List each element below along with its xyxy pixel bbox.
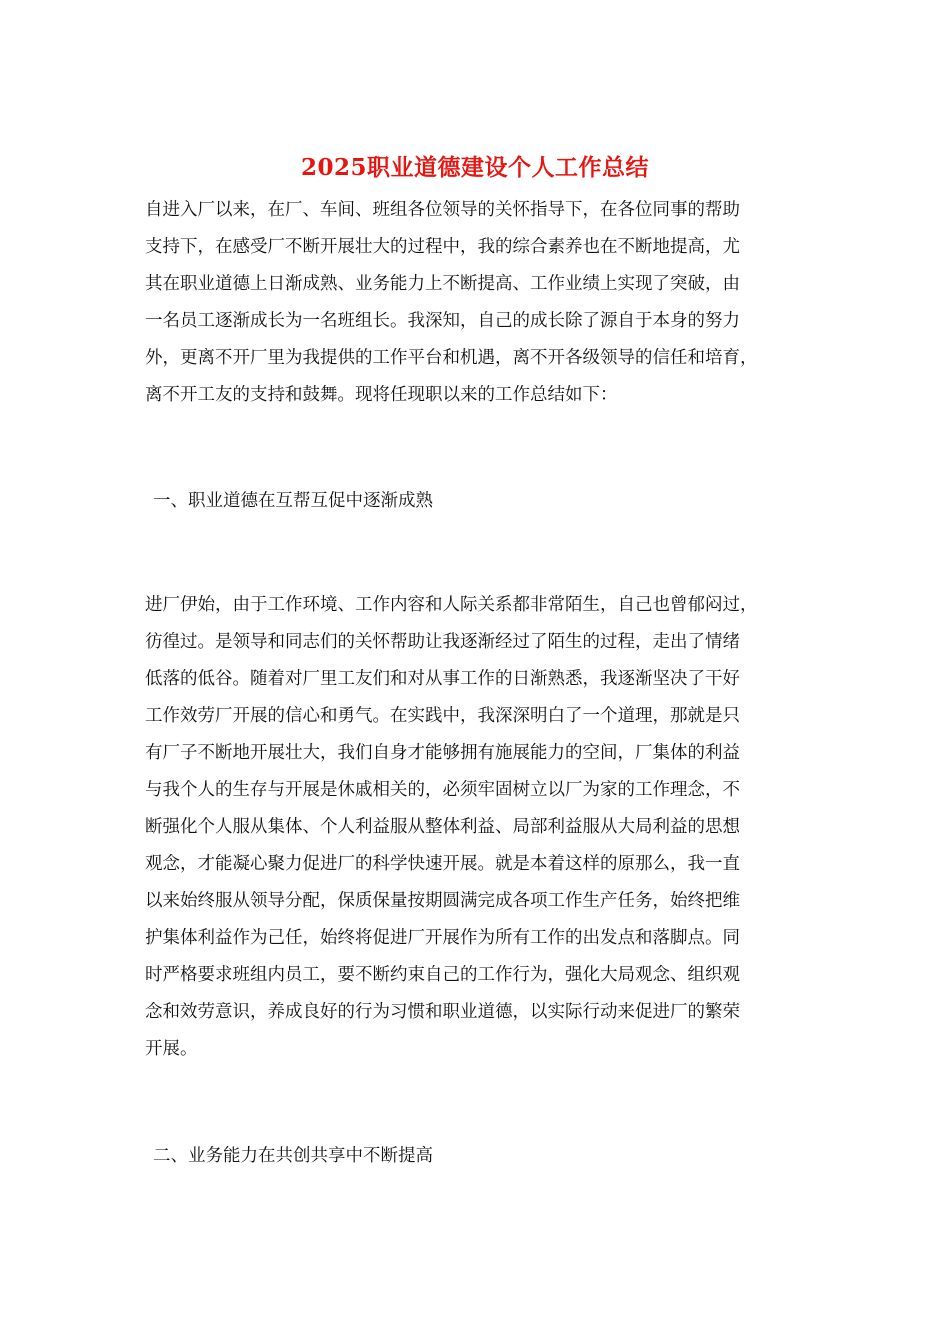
text-line: 低落的低谷。随着对厂里工友们和对从事工作的日渐熟悉，我逐渐坚决了干好 [145,669,740,689]
text-line: 观念，才能凝心聚力促进厂的科学快速开展。就是本着这样的原那么，我一直 [145,854,740,874]
text-line: 彷徨过。是领导和同志们的关怀帮助让我逐渐经过了陌生的过程，走出了情绪 [145,632,740,652]
text-line: 念和效劳意识，养成良好的行为习惯和职业道德，以实际行动来促进厂的繁荣 [145,1002,740,1022]
text-line: 时严格要求班组内员工，要不断约束自己的工作行为，强化大局观念、组织观 [145,965,740,985]
text-line: 护集体利益作为己任，始终将促进厂开展作为所有工作的出发点和落脚点。同 [145,928,740,948]
text-line: 以来始终服从领导分配，保质保量按期圆满完成各项工作生产任务，始终把维 [145,891,740,911]
text-line: 开展。 [145,1039,198,1059]
text-line: 一名员工逐渐成长为一名班组长。我深知，自己的成长除了源自于本身的努力 [145,311,740,331]
text-line: 有厂子不断地开展壮大，我们自身才能够拥有施展能力的空间，厂集体的利益 [145,743,740,763]
text-line: 断强化个人服从集体、个人利益服从整体利益、局部利益服从大局利益的思想 [145,817,740,837]
section-heading-2: 二、业务能力在共创共享中不断提高 [153,1146,433,1166]
intro-paragraph [145,192,820,414]
text-line: 外，更离不开厂里为我提供的工作平台和机遇，离不开各级领导的信任和培育， [145,348,758,368]
text-line: 进厂伊始，由于工作环境、工作内容和人际关系都非常陌生，自己也曾郁闷过， [145,595,758,615]
text-line: 工作效劳厂开展的信心和勇气。在实践中，我深深明白了一个道理，那就是只 [145,706,740,726]
section1-paragraph [145,587,820,1068]
text-line: 自进入厂以来，在厂、车间、班组各位领导的关怀指导下，在各位同事的帮助 [145,200,740,220]
text-line: 支持下，在感受厂不断开展壮大的过程中，我的综合素养也在不断地提高，尤 [145,237,740,257]
text-line: 其在职业道德上日渐成熟、业务能力上不断提高、工作业绩上实现了突破，由 [145,274,740,294]
section-heading-1: 一、职业道德在互帮互促中逐渐成熟 [153,491,433,511]
text-line: 离不开工友的支持和鼓舞。现将任现职以来的工作总结如下： [145,385,618,405]
text-line: 与我个人的生存与开展是休戚相关的，必须牢固树立以厂为家的工作理念，不 [145,780,740,800]
document-title: 2025职业道德建设个人工作总结 [300,154,649,181]
